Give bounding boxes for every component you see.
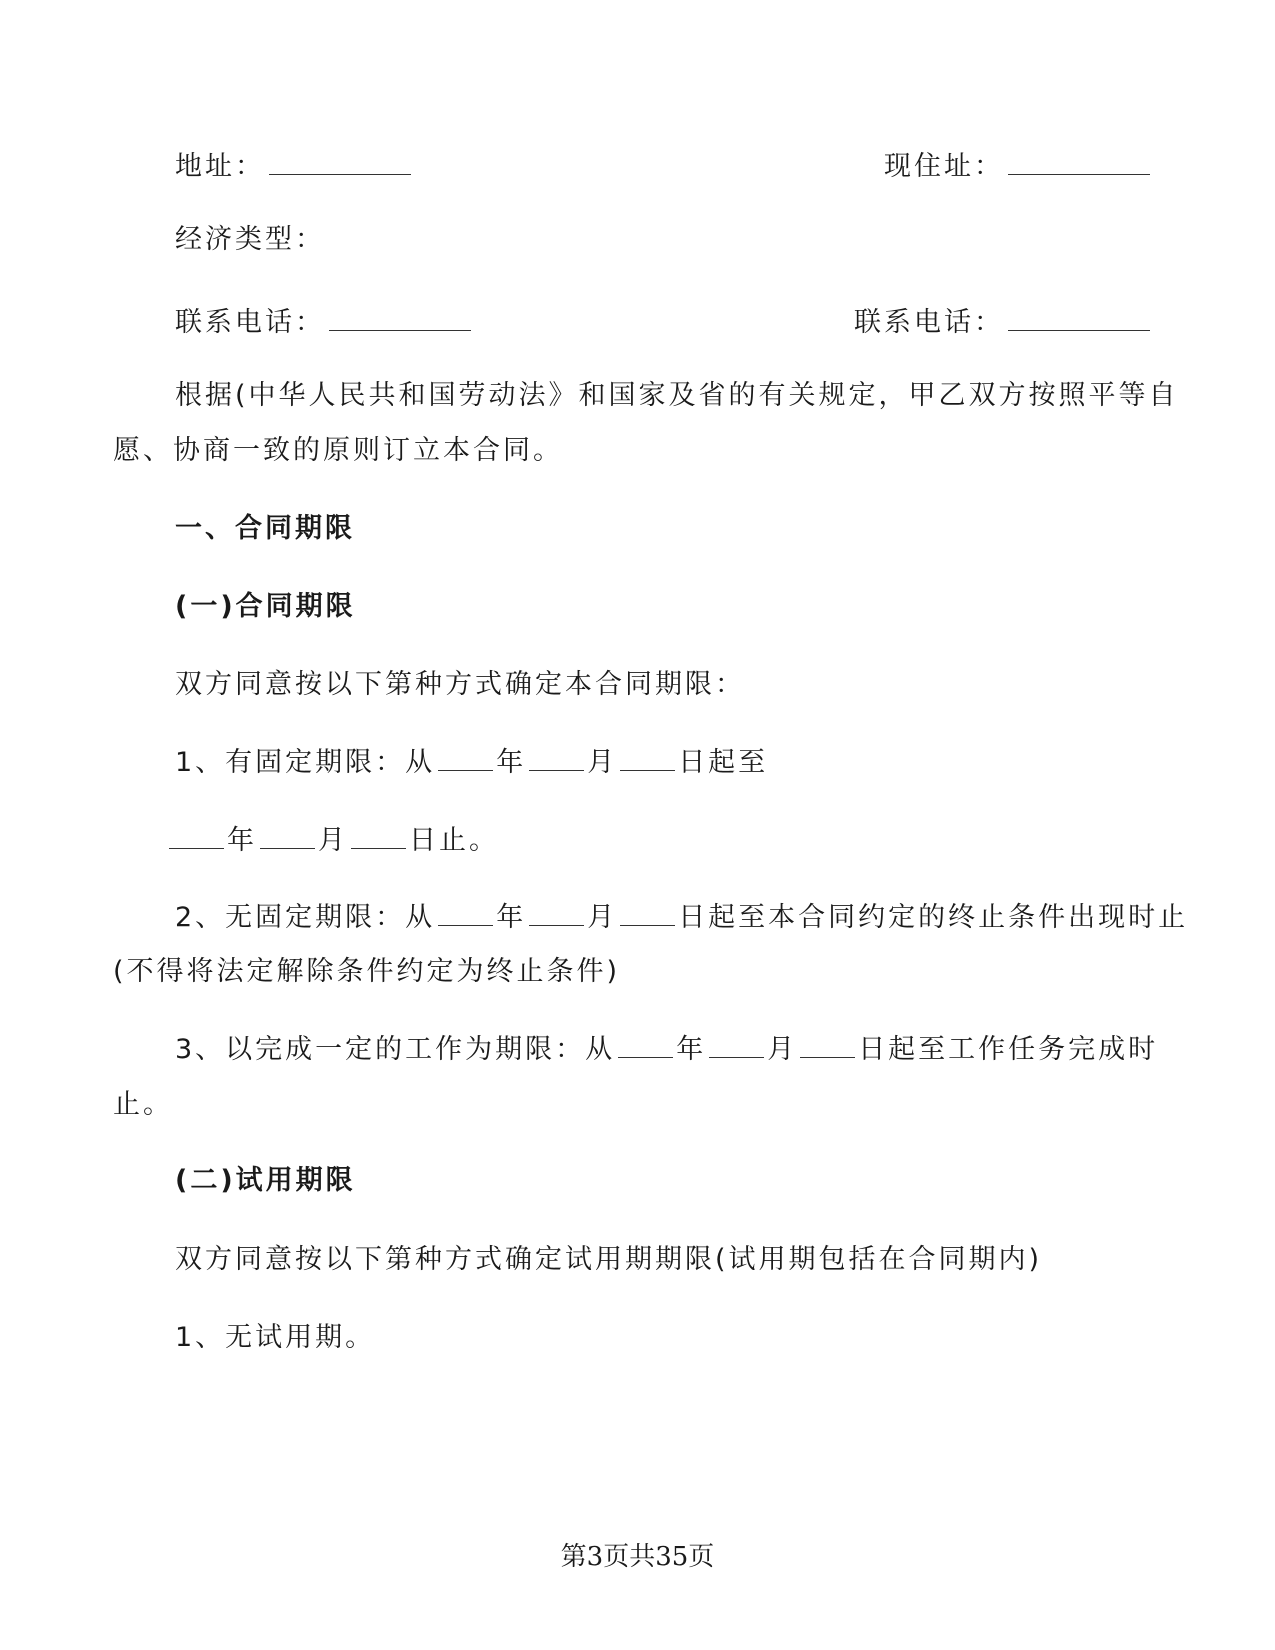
current-address-blank bbox=[1008, 152, 1150, 175]
phone-blank-left bbox=[329, 308, 471, 331]
item-1-year-blank bbox=[438, 748, 493, 771]
phone-row bbox=[175, 300, 1150, 336]
item-1-month-blank bbox=[529, 748, 584, 771]
item-1-end-date bbox=[169, 823, 499, 859]
item-1-end-month-blank bbox=[260, 826, 315, 849]
item-1-end-year-blank bbox=[169, 826, 224, 849]
address-row bbox=[175, 144, 1150, 180]
item-1-prefix: 1、有固定期限：从 bbox=[175, 747, 436, 778]
year-text: 年 bbox=[496, 902, 527, 933]
item-3-day-blank bbox=[800, 1035, 855, 1058]
item-3-prefix: 3、以完成一定的工作为期限：从 bbox=[175, 1034, 616, 1065]
economic-type-label: 经济类型： bbox=[175, 224, 325, 255]
intro-line-2: 愿、协商一致的原则订立本合同。 bbox=[113, 435, 563, 466]
phone-field-left bbox=[175, 300, 471, 339]
item-2-year-blank bbox=[438, 903, 493, 926]
day-end-text: 日止。 bbox=[409, 825, 499, 856]
address-label: 地址： bbox=[175, 151, 265, 182]
item-3-year-blank bbox=[618, 1035, 673, 1058]
intro-line-1: 根据(中华人民共和国劳动法》和国家及省的有关规定，甲乙双方按照平等自 bbox=[175, 380, 1179, 411]
subsection-1-intro: 双方同意按以下第种方式确定本合同期限： bbox=[175, 669, 745, 700]
phone-field-right bbox=[854, 300, 1150, 339]
year-text: 年 bbox=[676, 1034, 707, 1065]
current-address-field bbox=[884, 144, 1150, 183]
item-3-month-blank bbox=[709, 1035, 764, 1058]
phone-label-left: 联系电话： bbox=[175, 307, 325, 338]
month-text: 月 bbox=[767, 1034, 798, 1065]
phone-blank-right bbox=[1008, 308, 1150, 331]
item-1-fixed-term bbox=[175, 745, 768, 781]
item-2-line-2: (不得将法定解除条件约定为终止条件) bbox=[113, 956, 621, 987]
item-2-day-blank bbox=[620, 903, 675, 926]
item-3-line-2: 止。 bbox=[113, 1089, 173, 1120]
item-2-month-blank bbox=[529, 903, 584, 926]
subsection-1-heading: (一)合同期限 bbox=[175, 591, 356, 622]
item-1-day-blank bbox=[620, 748, 675, 771]
page-number-footer: 第3页共35页 bbox=[560, 1542, 715, 1572]
item-2-open-term bbox=[175, 900, 1188, 936]
year-text: 年 bbox=[227, 825, 257, 856]
subsection-2-heading: (二)试用期限 bbox=[175, 1165, 356, 1196]
address-field bbox=[175, 144, 411, 183]
item-2-prefix: 2、无固定期限：从 bbox=[175, 902, 436, 933]
item-2-suffix: 日起至本合同约定的终止条件出现时止 bbox=[678, 902, 1189, 933]
day-start-text: 日起至 bbox=[678, 747, 769, 778]
section-1-heading: 一、合同期限 bbox=[175, 513, 355, 544]
month-text: 月 bbox=[318, 825, 348, 856]
month-text: 月 bbox=[587, 747, 618, 778]
subsection-2-item-1: 1、无试用期。 bbox=[175, 1322, 376, 1353]
year-text: 年 bbox=[496, 747, 527, 778]
phone-label-right: 联系电话： bbox=[854, 307, 1004, 338]
item-3-task-term bbox=[175, 1032, 1158, 1068]
item-3-suffix: 日起至工作任务完成时 bbox=[858, 1034, 1159, 1065]
item-1-end-day-blank bbox=[351, 826, 406, 849]
subsection-2-intro: 双方同意按以下第种方式确定试用期期限(试用期包括在合同期内) bbox=[175, 1244, 1043, 1275]
month-text: 月 bbox=[587, 902, 618, 933]
address-blank bbox=[269, 152, 411, 175]
current-address-label: 现住址： bbox=[884, 151, 1004, 182]
